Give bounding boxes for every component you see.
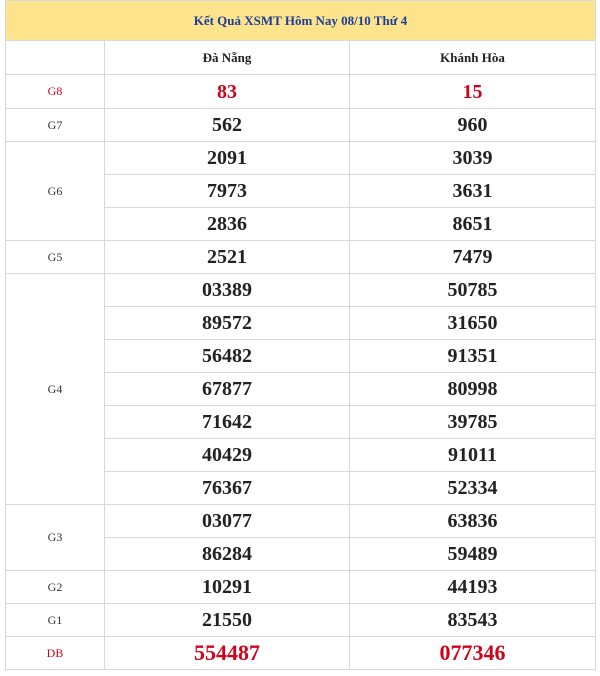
prize-number: 71642 <box>105 406 350 439</box>
prize-number: 7479 <box>350 241 596 274</box>
prize-row-g7 <box>6 109 596 142</box>
prize-number: 80998 <box>350 373 596 406</box>
prize-row-db <box>6 637 596 670</box>
prize-number: 39785 <box>350 406 596 439</box>
prize-number: 03389 <box>105 274 350 307</box>
prize-label: G5 <box>6 241 105 274</box>
prize-number: 40429 <box>105 439 350 472</box>
page-title: Kết Quả XSMT Hôm Nay 08/10 Thứ 4 <box>6 1 596 41</box>
prize-number: 76367 <box>105 472 350 505</box>
prize-number: 59489 <box>350 538 596 571</box>
prize-number: 03077 <box>105 505 350 538</box>
prize-number: 960 <box>350 109 596 142</box>
results-table <box>5 0 596 670</box>
prize-number: 3631 <box>350 175 596 208</box>
prize-number: 31650 <box>350 307 596 340</box>
prize-number: 8651 <box>350 208 596 241</box>
prize-row-g6 <box>6 142 596 175</box>
header-prize-column <box>6 41 105 75</box>
prize-number: 91011 <box>350 439 596 472</box>
prize-number: 15 <box>350 75 596 109</box>
prize-label: G8 <box>6 75 105 109</box>
prize-number: 2521 <box>105 241 350 274</box>
prize-number: 077346 <box>350 637 596 670</box>
prize-number: 83543 <box>350 604 596 637</box>
title-row <box>6 1 596 41</box>
prize-row-g1 <box>6 604 596 637</box>
results-table-body <box>6 1 596 670</box>
prize-label: G2 <box>6 571 105 604</box>
prize-number: 56482 <box>105 340 350 373</box>
prize-number: 44193 <box>350 571 596 604</box>
prize-number: 83 <box>105 75 350 109</box>
prize-number: 3039 <box>350 142 596 175</box>
prize-number: 63836 <box>350 505 596 538</box>
prize-label: G1 <box>6 604 105 637</box>
prize-number: 91351 <box>350 340 596 373</box>
prize-number: 554487 <box>105 637 350 670</box>
prize-label: G7 <box>6 109 105 142</box>
prize-number: 50785 <box>350 274 596 307</box>
prize-row-g5 <box>6 241 596 274</box>
prize-label: G6 <box>6 142 105 241</box>
prize-number: 86284 <box>105 538 350 571</box>
prize-number: 7973 <box>105 175 350 208</box>
prize-number: 2091 <box>105 142 350 175</box>
prize-number: 562 <box>105 109 350 142</box>
prize-number: 10291 <box>105 571 350 604</box>
prize-row-g2 <box>6 571 596 604</box>
prize-label: G4 <box>6 274 105 505</box>
prize-row-g8 <box>6 75 596 109</box>
prize-number: 52334 <box>350 472 596 505</box>
header-province-da-nang: Đà Nẵng <box>105 41 350 75</box>
prize-number: 89572 <box>105 307 350 340</box>
prize-label: DB <box>6 637 105 670</box>
prize-number: 67877 <box>105 373 350 406</box>
prize-number: 2836 <box>105 208 350 241</box>
prize-row-g3 <box>6 505 596 538</box>
prize-row-g4 <box>6 274 596 307</box>
results-table-container <box>5 0 595 670</box>
prize-label: G3 <box>6 505 105 571</box>
header-province-khanh-hoa: Khánh Hòa <box>350 41 596 75</box>
header-row <box>6 41 596 75</box>
prize-number: 21550 <box>105 604 350 637</box>
